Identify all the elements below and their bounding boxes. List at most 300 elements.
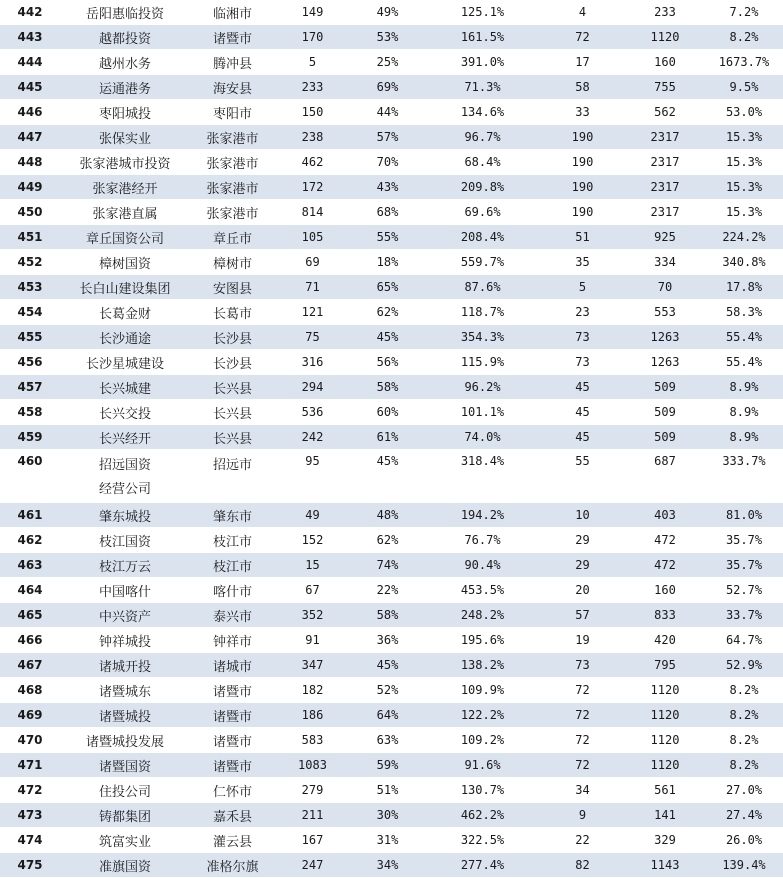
rank-cell: 469 <box>0 703 60 728</box>
amount-cell: 2317 <box>625 125 705 150</box>
percent-cell: 31% <box>350 828 425 853</box>
region-cell: 肇东市 <box>190 503 275 528</box>
percent-cell: 68% <box>350 200 425 225</box>
region-cell: 诸暨市 <box>190 703 275 728</box>
ratio-cell: 74.0% <box>425 425 540 450</box>
table-row <box>0 75 783 100</box>
rank-cell: 450 <box>0 200 60 225</box>
name-cell: 运通港务 <box>60 75 190 100</box>
percent-cell: 36% <box>350 628 425 653</box>
growth-cell: 26.0% <box>705 828 783 853</box>
growth-cell: 64.7% <box>705 628 783 653</box>
region-cell: 海安县 <box>190 75 275 100</box>
amount-cell: 755 <box>625 75 705 100</box>
name-line: 招远国资 <box>98 458 151 473</box>
name-cell: 诸暨城东 <box>60 678 190 703</box>
count-cell: 29 <box>540 553 625 578</box>
ratio-cell: 109.9% <box>425 678 540 703</box>
ratio-cell: 76.7% <box>425 528 540 553</box>
count-cell: 5 <box>540 275 625 300</box>
ratio-cell: 209.8% <box>425 175 540 200</box>
count-cell: 17 <box>540 50 625 75</box>
count-cell: 10 <box>540 503 625 528</box>
region-cell: 喀什市 <box>190 578 275 603</box>
rank-cell: 463 <box>0 553 60 578</box>
region-cell: 泰兴市 <box>190 603 275 628</box>
amount-cell: 2317 <box>625 150 705 175</box>
ratio-cell: 122.2% <box>425 703 540 728</box>
value-cell: 242 <box>275 425 350 450</box>
amount-cell: 1120 <box>625 753 705 778</box>
count-cell: 4 <box>540 0 625 25</box>
rank-cell: 455 <box>0 325 60 350</box>
region-cell: 长兴县 <box>190 400 275 425</box>
name-cell: 诸城开投 <box>60 653 190 678</box>
table-row <box>0 425 783 450</box>
ratio-cell: 559.7% <box>425 250 540 275</box>
region-cell: 钟祥市 <box>190 628 275 653</box>
name-cell: 枝江万云 <box>60 553 190 578</box>
growth-cell: 340.8% <box>705 250 783 275</box>
percent-cell: 74% <box>350 553 425 578</box>
count-cell: 73 <box>540 325 625 350</box>
table-row <box>0 250 783 275</box>
value-cell: 294 <box>275 375 350 400</box>
count-cell: 19 <box>540 628 625 653</box>
growth-cell: 33.7% <box>705 603 783 628</box>
rank-cell: 452 <box>0 250 60 275</box>
ratio-cell: 391.0% <box>425 50 540 75</box>
value-cell: 462 <box>275 150 350 175</box>
rank-cell: 456 <box>0 350 60 375</box>
count-cell: 9 <box>540 803 625 828</box>
ratio-cell: 90.4% <box>425 553 540 578</box>
growth-cell: 7.2% <box>705 0 783 25</box>
rank-cell: 459 <box>0 425 60 450</box>
amount-cell: 1263 <box>625 325 705 350</box>
ratio-cell: 130.7% <box>425 778 540 803</box>
rank-cell: 464 <box>0 578 60 603</box>
amount-cell: 561 <box>625 778 705 803</box>
region-cell: 招远市 <box>190 450 275 503</box>
name-cell: 长沙星城建设 <box>60 350 190 375</box>
growth-cell: 139.4% <box>705 853 783 878</box>
table-row <box>0 653 783 678</box>
value-cell: 75 <box>275 325 350 350</box>
table-row <box>0 175 783 200</box>
table-row <box>0 828 783 853</box>
count-cell: 55 <box>540 450 625 503</box>
value-cell: 71 <box>275 275 350 300</box>
amount-cell: 795 <box>625 653 705 678</box>
percent-cell: 45% <box>350 450 425 503</box>
count-cell: 72 <box>540 678 625 703</box>
growth-cell: 17.8% <box>705 275 783 300</box>
value-cell: 316 <box>275 350 350 375</box>
growth-cell: 35.7% <box>705 553 783 578</box>
table-row <box>0 853 783 878</box>
growth-cell: 52.7% <box>705 578 783 603</box>
percent-cell: 62% <box>350 528 425 553</box>
growth-cell: 27.4% <box>705 803 783 828</box>
percent-cell: 69% <box>350 75 425 100</box>
amount-cell: 420 <box>625 628 705 653</box>
name-cell: 张家港直属 <box>60 200 190 225</box>
table-row <box>0 125 783 150</box>
name-cell: 张家港经开 <box>60 175 190 200</box>
ratio-cell: 138.2% <box>425 653 540 678</box>
region-cell: 长沙县 <box>190 350 275 375</box>
region-cell: 诸暨市 <box>190 728 275 753</box>
amount-cell: 509 <box>625 375 705 400</box>
percent-cell: 48% <box>350 503 425 528</box>
name-cell: 肇东城投 <box>60 503 190 528</box>
rank-cell: 468 <box>0 678 60 703</box>
count-cell: 190 <box>540 150 625 175</box>
growth-cell: 224.2% <box>705 225 783 250</box>
percent-cell: 58% <box>350 603 425 628</box>
region-cell: 嘉禾县 <box>190 803 275 828</box>
table-row <box>0 628 783 653</box>
amount-cell: 334 <box>625 250 705 275</box>
amount-cell: 562 <box>625 100 705 125</box>
growth-cell: 15.3% <box>705 150 783 175</box>
rank-cell: 467 <box>0 653 60 678</box>
growth-cell: 8.2% <box>705 728 783 753</box>
ratio-cell: 115.9% <box>425 350 540 375</box>
rank-cell: 451 <box>0 225 60 250</box>
percent-cell: 70% <box>350 150 425 175</box>
amount-cell: 1120 <box>625 703 705 728</box>
ratio-cell: 96.7% <box>425 125 540 150</box>
table-row <box>0 450 783 503</box>
amount-cell: 1143 <box>625 853 705 878</box>
rank-cell: 454 <box>0 300 60 325</box>
amount-cell: 509 <box>625 425 705 450</box>
name-cell: 樟树国资 <box>60 250 190 275</box>
value-cell: 186 <box>275 703 350 728</box>
ratio-cell: 322.5% <box>425 828 540 853</box>
growth-cell: 8.9% <box>705 425 783 450</box>
rank-cell: 457 <box>0 375 60 400</box>
percent-cell: 45% <box>350 653 425 678</box>
rank-cell: 475 <box>0 853 60 878</box>
ratio-cell: 87.6% <box>425 275 540 300</box>
name-cell: 筑富实业 <box>60 828 190 853</box>
amount-cell: 553 <box>625 300 705 325</box>
region-cell: 枝江市 <box>190 553 275 578</box>
region-cell: 章丘市 <box>190 225 275 250</box>
region-cell: 枣阳市 <box>190 100 275 125</box>
name-cell: 诸暨城投 <box>60 703 190 728</box>
amount-cell: 160 <box>625 50 705 75</box>
value-cell: 211 <box>275 803 350 828</box>
count-cell: 23 <box>540 300 625 325</box>
table-row <box>0 400 783 425</box>
table-row <box>0 100 783 125</box>
ratio-cell: 101.1% <box>425 400 540 425</box>
count-cell: 73 <box>540 653 625 678</box>
percent-cell: 64% <box>350 703 425 728</box>
growth-cell: 52.9% <box>705 653 783 678</box>
growth-cell: 8.2% <box>705 25 783 50</box>
rank-cell: 460 <box>0 450 60 503</box>
count-cell: 45 <box>540 425 625 450</box>
name-cell: 长兴交投 <box>60 400 190 425</box>
rank-cell: 471 <box>0 753 60 778</box>
rank-cell: 470 <box>0 728 60 753</box>
value-cell: 69 <box>275 250 350 275</box>
percent-cell: 65% <box>350 275 425 300</box>
amount-cell: 1120 <box>625 678 705 703</box>
count-cell: 190 <box>540 125 625 150</box>
amount-cell: 403 <box>625 503 705 528</box>
amount-cell: 1120 <box>625 728 705 753</box>
region-cell: 仁怀市 <box>190 778 275 803</box>
name-cell: 住投公司 <box>60 778 190 803</box>
name-cell: 枝江国资 <box>60 528 190 553</box>
ratio-cell: 277.4% <box>425 853 540 878</box>
name-cell: 诸暨城投发展 <box>60 728 190 753</box>
rank-cell: 474 <box>0 828 60 853</box>
rank-cell: 444 <box>0 50 60 75</box>
region-cell: 张家港市 <box>190 125 275 150</box>
count-cell: 35 <box>540 250 625 275</box>
growth-cell: 15.3% <box>705 200 783 225</box>
rank-cell: 465 <box>0 603 60 628</box>
rank-cell: 448 <box>0 150 60 175</box>
rank-cell: 445 <box>0 75 60 100</box>
ratio-cell: 69.6% <box>425 200 540 225</box>
percent-cell: 55% <box>350 225 425 250</box>
growth-cell: 15.3% <box>705 175 783 200</box>
growth-cell: 55.4% <box>705 325 783 350</box>
region-cell: 诸暨市 <box>190 753 275 778</box>
table-row <box>0 778 783 803</box>
name-cell: 岳阳惠临投资 <box>60 0 190 25</box>
table-row <box>0 503 783 528</box>
growth-cell: 9.5% <box>705 75 783 100</box>
value-cell: 91 <box>275 628 350 653</box>
percent-cell: 44% <box>350 100 425 125</box>
ratio-cell: 118.7% <box>425 300 540 325</box>
value-cell: 167 <box>275 828 350 853</box>
region-cell: 临湘市 <box>190 0 275 25</box>
table-row <box>0 325 783 350</box>
table-row <box>0 150 783 175</box>
percent-cell: 43% <box>350 175 425 200</box>
rank-cell: 446 <box>0 100 60 125</box>
table-row <box>0 50 783 75</box>
percent-cell: 51% <box>350 778 425 803</box>
amount-cell: 329 <box>625 828 705 853</box>
rank-cell: 449 <box>0 175 60 200</box>
percent-cell: 18% <box>350 250 425 275</box>
count-cell: 33 <box>540 100 625 125</box>
region-cell: 枝江市 <box>190 528 275 553</box>
ratio-cell: 318.4% <box>425 450 540 503</box>
name-cell: 诸暨国资 <box>60 753 190 778</box>
percent-cell: 59% <box>350 753 425 778</box>
value-cell: 247 <box>275 853 350 878</box>
table-row <box>0 753 783 778</box>
count-cell: 58 <box>540 75 625 100</box>
name-cell <box>60 450 190 503</box>
amount-cell: 687 <box>625 450 705 503</box>
amount-cell: 70 <box>625 275 705 300</box>
growth-cell: 53.0% <box>705 100 783 125</box>
value-cell: 536 <box>275 400 350 425</box>
ratio-cell: 96.2% <box>425 375 540 400</box>
value-cell: 152 <box>275 528 350 553</box>
ratio-cell: 354.3% <box>425 325 540 350</box>
growth-cell: 8.2% <box>705 753 783 778</box>
table-row <box>0 350 783 375</box>
value-cell: 67 <box>275 578 350 603</box>
percent-cell: 22% <box>350 578 425 603</box>
growth-cell: 1673.7% <box>705 50 783 75</box>
name-cell: 中国喀什 <box>60 578 190 603</box>
name-cell: 长葛金财 <box>60 300 190 325</box>
growth-cell: 35.7% <box>705 528 783 553</box>
table-row <box>0 578 783 603</box>
table-row <box>0 225 783 250</box>
count-cell: 29 <box>540 528 625 553</box>
percent-cell: 30% <box>350 803 425 828</box>
value-cell: 172 <box>275 175 350 200</box>
region-cell: 灌云县 <box>190 828 275 853</box>
name-cell: 枣阳城投 <box>60 100 190 125</box>
value-cell: 105 <box>275 225 350 250</box>
value-cell: 238 <box>275 125 350 150</box>
ratio-cell: 248.2% <box>425 603 540 628</box>
rank-cell: 443 <box>0 25 60 50</box>
percent-cell: 62% <box>350 300 425 325</box>
rank-cell: 466 <box>0 628 60 653</box>
name-cell: 长兴经开 <box>60 425 190 450</box>
count-cell: 45 <box>540 400 625 425</box>
rank-cell: 472 <box>0 778 60 803</box>
count-cell: 20 <box>540 578 625 603</box>
table-row <box>0 275 783 300</box>
count-cell: 72 <box>540 703 625 728</box>
amount-cell: 509 <box>625 400 705 425</box>
value-cell: 170 <box>275 25 350 50</box>
ratio-cell: 68.4% <box>425 150 540 175</box>
amount-cell: 2317 <box>625 200 705 225</box>
percent-cell: 58% <box>350 375 425 400</box>
amount-cell: 472 <box>625 528 705 553</box>
ratio-cell: 208.4% <box>425 225 540 250</box>
count-cell: 22 <box>540 828 625 853</box>
table-row <box>0 0 783 25</box>
value-cell: 1083 <box>275 753 350 778</box>
table-row <box>0 300 783 325</box>
ratio-cell: 195.6% <box>425 628 540 653</box>
percent-cell: 56% <box>350 350 425 375</box>
growth-cell: 8.9% <box>705 400 783 425</box>
value-cell: 150 <box>275 100 350 125</box>
rank-cell: 442 <box>0 0 60 25</box>
count-cell: 190 <box>540 175 625 200</box>
rank-cell: 458 <box>0 400 60 425</box>
region-cell: 张家港市 <box>190 200 275 225</box>
percent-cell: 49% <box>350 0 425 25</box>
table-row <box>0 200 783 225</box>
value-cell: 95 <box>275 450 350 503</box>
growth-cell: 81.0% <box>705 503 783 528</box>
rank-cell: 473 <box>0 803 60 828</box>
region-cell: 诸暨市 <box>190 25 275 50</box>
amount-cell: 925 <box>625 225 705 250</box>
value-cell: 121 <box>275 300 350 325</box>
region-cell: 诸暨市 <box>190 678 275 703</box>
table-row <box>0 678 783 703</box>
region-cell: 长兴县 <box>190 375 275 400</box>
amount-cell: 1263 <box>625 350 705 375</box>
table-row <box>0 528 783 553</box>
amount-cell: 833 <box>625 603 705 628</box>
ratio-cell: 462.2% <box>425 803 540 828</box>
growth-cell: 15.3% <box>705 125 783 150</box>
table-row <box>0 728 783 753</box>
ratio-cell: 125.1% <box>425 0 540 25</box>
growth-cell: 8.9% <box>705 375 783 400</box>
count-cell: 72 <box>540 728 625 753</box>
amount-cell: 160 <box>625 578 705 603</box>
percent-cell: 45% <box>350 325 425 350</box>
growth-cell: 58.3% <box>705 300 783 325</box>
amount-cell: 1120 <box>625 25 705 50</box>
percent-cell: 61% <box>350 425 425 450</box>
name-cell: 张家港城市投资 <box>60 150 190 175</box>
table-row <box>0 603 783 628</box>
amount-cell: 141 <box>625 803 705 828</box>
amount-cell: 472 <box>625 553 705 578</box>
percent-cell: 52% <box>350 678 425 703</box>
name-cell: 越都投资 <box>60 25 190 50</box>
rank-cell: 461 <box>0 503 60 528</box>
count-cell: 34 <box>540 778 625 803</box>
percent-cell: 53% <box>350 25 425 50</box>
region-cell: 准格尔旗 <box>190 853 275 878</box>
ratio-cell: 453.5% <box>425 578 540 603</box>
value-cell: 352 <box>275 603 350 628</box>
value-cell: 814 <box>275 200 350 225</box>
rank-cell: 453 <box>0 275 60 300</box>
growth-cell: 333.7% <box>705 450 783 503</box>
percent-cell: 25% <box>350 50 425 75</box>
count-cell: 45 <box>540 375 625 400</box>
rank-cell: 462 <box>0 528 60 553</box>
region-cell: 诸城市 <box>190 653 275 678</box>
name-cell: 长兴城建 <box>60 375 190 400</box>
value-cell: 5 <box>275 50 350 75</box>
region-cell: 张家港市 <box>190 175 275 200</box>
region-cell: 腾冲县 <box>190 50 275 75</box>
count-cell: 72 <box>540 753 625 778</box>
region-cell: 长兴县 <box>190 425 275 450</box>
amount-cell: 233 <box>625 0 705 25</box>
name-line: 经营公司 <box>98 482 151 497</box>
count-cell: 57 <box>540 603 625 628</box>
ratio-cell: 134.6% <box>425 100 540 125</box>
table-row <box>0 375 783 400</box>
rank-cell: 447 <box>0 125 60 150</box>
count-cell: 73 <box>540 350 625 375</box>
value-cell: 279 <box>275 778 350 803</box>
region-cell: 安图县 <box>190 275 275 300</box>
